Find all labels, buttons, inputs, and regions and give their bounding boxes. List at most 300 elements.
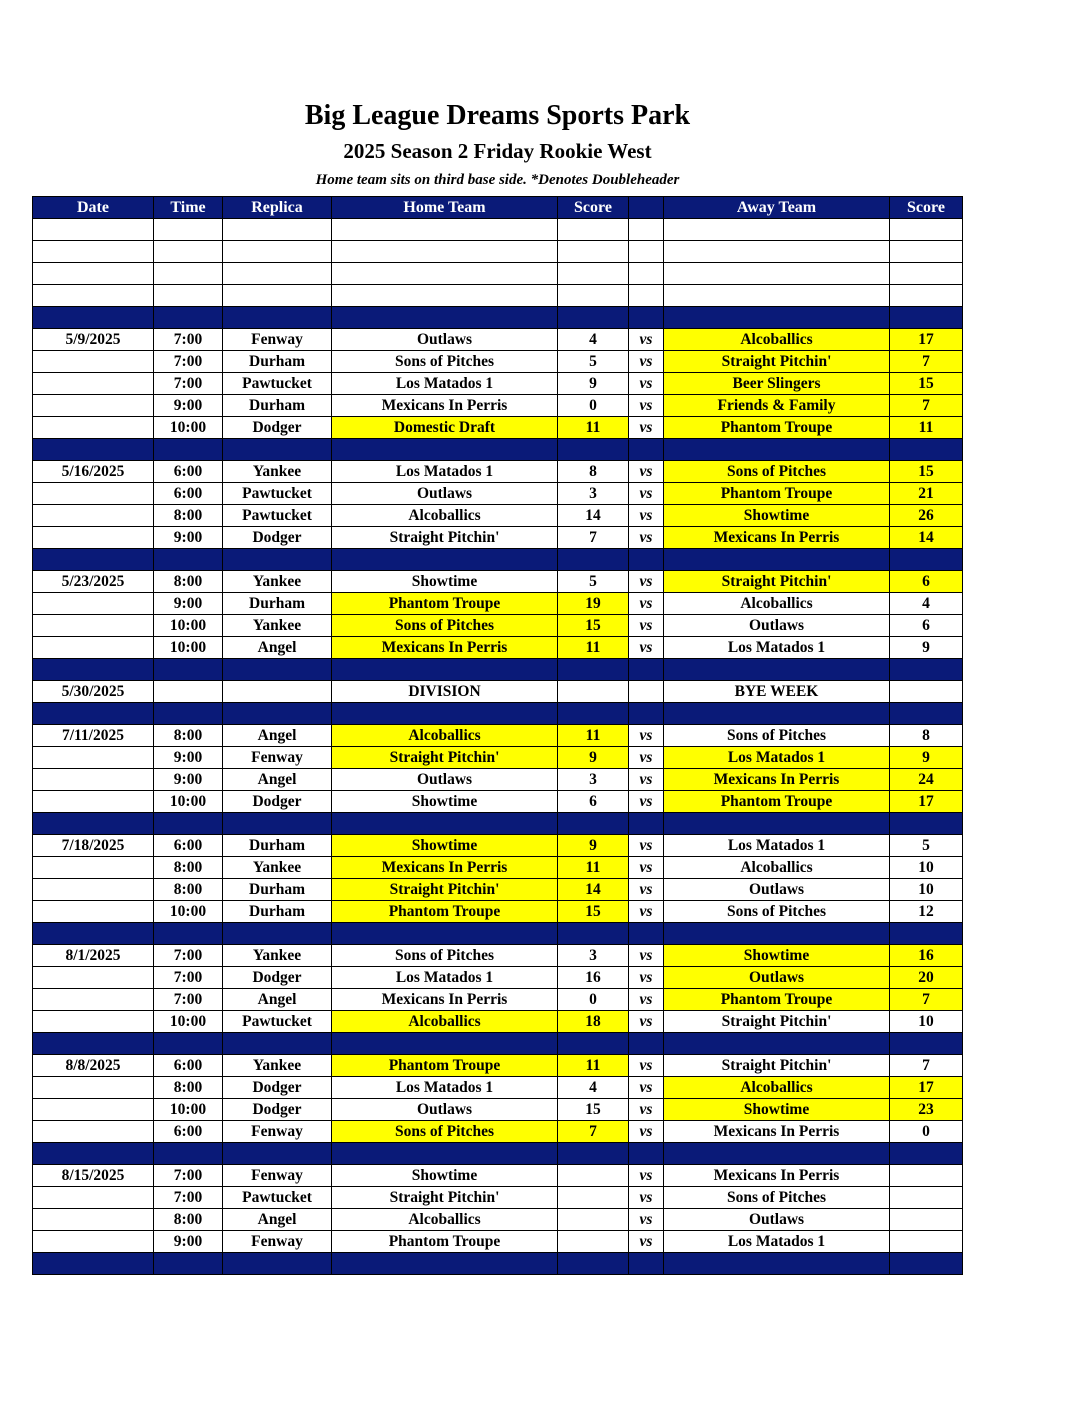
game-row xyxy=(33,989,963,1011)
away-score-cell: 23 xyxy=(890,1099,963,1121)
home-team-cell xyxy=(332,1143,558,1165)
replica-cell: Fenway xyxy=(223,1165,332,1187)
col-date: Date xyxy=(33,197,154,219)
vs-cell xyxy=(629,813,664,835)
date-cell xyxy=(33,791,154,813)
date-cell xyxy=(33,483,154,505)
replica-cell: Angel xyxy=(223,725,332,747)
home-team-cell xyxy=(332,263,558,285)
time-cell: 7:00 xyxy=(154,329,223,351)
away-score-cell xyxy=(890,659,963,681)
replica-cell: Yankee xyxy=(223,1055,332,1077)
time-cell: 7:00 xyxy=(154,945,223,967)
time-cell xyxy=(154,813,223,835)
home-score-cell xyxy=(558,285,629,307)
week-separator-row xyxy=(33,1143,963,1165)
game-row xyxy=(33,395,963,417)
home-score-cell xyxy=(558,549,629,571)
time-cell: 7:00 xyxy=(154,1187,223,1209)
date-cell xyxy=(33,637,154,659)
vs-cell: vs xyxy=(629,1099,664,1121)
date-cell xyxy=(33,593,154,615)
time-cell: 10:00 xyxy=(154,417,223,439)
away-score-cell: 17 xyxy=(890,1077,963,1099)
week-separator-row xyxy=(33,813,963,835)
replica-cell: Durham xyxy=(223,901,332,923)
game-row xyxy=(33,901,963,923)
home-team-cell: Phantom Troupe xyxy=(332,1055,558,1077)
away-score-cell xyxy=(890,1209,963,1231)
time-cell xyxy=(154,307,223,329)
game-row xyxy=(33,571,963,593)
home-score-cell xyxy=(558,923,629,945)
home-score-cell: 15 xyxy=(558,901,629,923)
home-team-cell: Outlaws xyxy=(332,329,558,351)
time-cell: 7:00 xyxy=(154,373,223,395)
home-score-cell xyxy=(558,703,629,725)
away-team-cell xyxy=(664,285,890,307)
away-team-cell xyxy=(664,659,890,681)
away-team-cell: Alcoballics xyxy=(664,1077,890,1099)
date-cell xyxy=(33,769,154,791)
home-score-cell: 9 xyxy=(558,747,629,769)
date-cell xyxy=(33,1121,154,1143)
away-score-cell: 12 xyxy=(890,901,963,923)
date-cell xyxy=(33,527,154,549)
game-row xyxy=(33,967,963,989)
replica-cell: Dodger xyxy=(223,791,332,813)
vs-cell: vs xyxy=(629,373,664,395)
game-row xyxy=(33,1099,963,1121)
home-team-cell: Mexicans In Perris xyxy=(332,395,558,417)
vs-cell: vs xyxy=(629,1055,664,1077)
away-score-cell: 11 xyxy=(890,417,963,439)
away-score-cell: 4 xyxy=(890,593,963,615)
page-subtitle: 2025 Season 2 Friday Rookie West xyxy=(343,139,652,163)
game-row xyxy=(33,681,963,703)
home-team-cell: Showtime xyxy=(332,1165,558,1187)
home-score-cell: 8 xyxy=(558,461,629,483)
time-cell: 6:00 xyxy=(154,1121,223,1143)
replica-cell: Angel xyxy=(223,989,332,1011)
vs-cell xyxy=(629,659,664,681)
home-score-cell: 5 xyxy=(558,351,629,373)
replica-cell xyxy=(223,285,332,307)
home-score-cell: 9 xyxy=(558,373,629,395)
vs-cell: vs xyxy=(629,395,664,417)
away-team-cell: Mexicans In Perris xyxy=(664,527,890,549)
home-score-cell: 11 xyxy=(558,637,629,659)
game-row xyxy=(33,945,963,967)
away-team-cell: Sons of Pitches xyxy=(664,1187,890,1209)
time-cell xyxy=(154,923,223,945)
time-cell: 8:00 xyxy=(154,571,223,593)
date-cell xyxy=(33,439,154,461)
date-cell: 8/1/2025 xyxy=(33,945,154,967)
date-cell xyxy=(33,901,154,923)
replica-cell xyxy=(223,439,332,461)
replica-cell xyxy=(223,659,332,681)
home-score-cell xyxy=(558,659,629,681)
home-team-cell: Phantom Troupe xyxy=(332,901,558,923)
time-cell: 7:00 xyxy=(154,351,223,373)
home-team-cell: Sons of Pitches xyxy=(332,1121,558,1143)
away-score-cell: 24 xyxy=(890,769,963,791)
away-team-cell: Mexicans In Perris xyxy=(664,769,890,791)
vs-cell xyxy=(629,1143,664,1165)
vs-cell: vs xyxy=(629,1231,664,1253)
time-cell xyxy=(154,681,223,703)
home-team-cell: Los Matados 1 xyxy=(332,461,558,483)
week-separator-row xyxy=(33,549,963,571)
time-cell xyxy=(154,1033,223,1055)
vs-cell: vs xyxy=(629,615,664,637)
home-team-cell: Sons of Pitches xyxy=(332,615,558,637)
home-score-cell: 3 xyxy=(558,483,629,505)
date-cell xyxy=(33,373,154,395)
vs-cell: vs xyxy=(629,329,664,351)
date-cell: 8/8/2025 xyxy=(33,1055,154,1077)
date-cell: 5/9/2025 xyxy=(33,329,154,351)
replica-cell: Dodger xyxy=(223,1099,332,1121)
date-cell xyxy=(33,703,154,725)
away-score-cell: 10 xyxy=(890,857,963,879)
time-cell xyxy=(154,285,223,307)
away-team-cell: Phantom Troupe xyxy=(664,417,890,439)
replica-cell: Dodger xyxy=(223,967,332,989)
blank-row xyxy=(33,241,963,263)
game-row xyxy=(33,637,963,659)
away-score-cell: 16 xyxy=(890,945,963,967)
week-separator-row xyxy=(33,1033,963,1055)
game-row xyxy=(33,329,963,351)
away-team-cell: Sons of Pitches xyxy=(664,461,890,483)
away-score-cell: 9 xyxy=(890,747,963,769)
time-cell: 6:00 xyxy=(154,1055,223,1077)
home-score-cell: 14 xyxy=(558,505,629,527)
away-team-cell: Phantom Troupe xyxy=(664,483,890,505)
time-cell: 8:00 xyxy=(154,725,223,747)
home-score-cell xyxy=(558,1209,629,1231)
away-score-cell: 0 xyxy=(890,1121,963,1143)
away-team-cell: Straight Pitchin' xyxy=(664,1055,890,1077)
home-team-cell: Alcoballics xyxy=(332,505,558,527)
home-team-cell: Sons of Pitches xyxy=(332,945,558,967)
home-team-cell: Alcoballics xyxy=(332,1209,558,1231)
away-team-cell: Outlaws xyxy=(664,615,890,637)
away-team-cell: Showtime xyxy=(664,945,890,967)
vs-cell: vs xyxy=(629,725,664,747)
blank-row xyxy=(33,219,963,241)
home-score-cell: 19 xyxy=(558,593,629,615)
time-cell: 7:00 xyxy=(154,1165,223,1187)
date-cell xyxy=(33,417,154,439)
replica-cell: Dodger xyxy=(223,417,332,439)
date-cell xyxy=(33,307,154,329)
home-team-cell: Mexicans In Perris xyxy=(332,857,558,879)
away-score-cell xyxy=(890,307,963,329)
time-cell: 6:00 xyxy=(154,483,223,505)
home-team-cell xyxy=(332,219,558,241)
vs-cell: vs xyxy=(629,1011,664,1033)
vs-cell: vs xyxy=(629,1077,664,1099)
date-cell xyxy=(33,1011,154,1033)
away-score-cell xyxy=(890,813,963,835)
replica-cell: Pawtucket xyxy=(223,505,332,527)
vs-cell: vs xyxy=(629,945,664,967)
home-score-cell xyxy=(558,1165,629,1187)
home-team-cell: Los Matados 1 xyxy=(332,1077,558,1099)
time-cell: 9:00 xyxy=(154,769,223,791)
replica-cell: Pawtucket xyxy=(223,373,332,395)
replica-cell: Durham xyxy=(223,593,332,615)
away-team-cell xyxy=(664,703,890,725)
home-team-cell xyxy=(332,1033,558,1055)
away-team-cell xyxy=(664,439,890,461)
home-score-cell xyxy=(558,1231,629,1253)
home-team-cell xyxy=(332,1253,558,1275)
vs-cell: vs xyxy=(629,967,664,989)
date-cell: 7/11/2025 xyxy=(33,725,154,747)
home-team-cell: Outlaws xyxy=(332,483,558,505)
replica-cell: Angel xyxy=(223,1209,332,1231)
col-vs xyxy=(629,197,664,219)
replica-cell: Pawtucket xyxy=(223,483,332,505)
date-cell xyxy=(33,1231,154,1253)
time-cell: 9:00 xyxy=(154,527,223,549)
home-score-cell xyxy=(558,219,629,241)
replica-cell: Durham xyxy=(223,879,332,901)
date-cell xyxy=(33,285,154,307)
home-team-cell: Domestic Draft xyxy=(332,417,558,439)
game-row xyxy=(33,725,963,747)
home-score-cell xyxy=(558,307,629,329)
away-team-cell xyxy=(664,1143,890,1165)
week-separator-row xyxy=(33,307,963,329)
away-team-cell: Phantom Troupe xyxy=(664,989,890,1011)
away-score-cell xyxy=(890,1253,963,1275)
date-cell: 8/15/2025 xyxy=(33,1165,154,1187)
away-score-cell: 20 xyxy=(890,967,963,989)
replica-cell xyxy=(223,923,332,945)
away-score-cell xyxy=(890,1033,963,1055)
vs-cell: vs xyxy=(629,593,664,615)
week-separator-row xyxy=(33,923,963,945)
away-score-cell: 10 xyxy=(890,1011,963,1033)
game-row xyxy=(33,593,963,615)
away-team-cell: Sons of Pitches xyxy=(664,725,890,747)
vs-cell: vs xyxy=(629,527,664,549)
away-score-cell xyxy=(890,703,963,725)
vs-cell: vs xyxy=(629,637,664,659)
away-team-cell: Los Matados 1 xyxy=(664,1231,890,1253)
away-score-cell: 21 xyxy=(890,483,963,505)
replica-cell: Angel xyxy=(223,637,332,659)
away-score-cell: 17 xyxy=(890,791,963,813)
home-team-cell xyxy=(332,439,558,461)
away-score-cell: 26 xyxy=(890,505,963,527)
time-cell: 10:00 xyxy=(154,637,223,659)
vs-cell: vs xyxy=(629,571,664,593)
away-team-cell: Friends & Family xyxy=(664,395,890,417)
time-cell xyxy=(154,549,223,571)
away-score-cell: 8 xyxy=(890,725,963,747)
vs-cell xyxy=(629,549,664,571)
vs-cell: vs xyxy=(629,747,664,769)
schedule-note: Home team sits on third base side. *Denotes Doubleheader xyxy=(315,172,680,188)
vs-cell: vs xyxy=(629,461,664,483)
away-score-cell: 15 xyxy=(890,461,963,483)
vs-cell xyxy=(629,681,664,703)
home-score-cell xyxy=(558,1187,629,1209)
col-time: Time xyxy=(154,197,223,219)
game-row xyxy=(33,373,963,395)
home-team-cell: Phantom Troupe xyxy=(332,593,558,615)
replica-cell: Pawtucket xyxy=(223,1187,332,1209)
away-team-cell: Beer Slingers xyxy=(664,373,890,395)
away-team-cell xyxy=(664,241,890,263)
replica-cell xyxy=(223,263,332,285)
home-team-cell: DIVISION xyxy=(332,681,558,703)
home-score-cell: 9 xyxy=(558,835,629,857)
away-score-cell: 9 xyxy=(890,637,963,659)
time-cell xyxy=(154,659,223,681)
time-cell xyxy=(154,263,223,285)
game-row xyxy=(33,483,963,505)
time-cell xyxy=(154,1143,223,1165)
away-score-cell xyxy=(890,923,963,945)
home-score-cell: 11 xyxy=(558,725,629,747)
away-score-cell xyxy=(890,241,963,263)
home-score-cell: 5 xyxy=(558,571,629,593)
away-score-cell xyxy=(890,549,963,571)
replica-cell: Angel xyxy=(223,769,332,791)
away-team-cell: Straight Pitchin' xyxy=(664,351,890,373)
time-cell xyxy=(154,703,223,725)
replica-cell xyxy=(223,241,332,263)
home-score-cell: 4 xyxy=(558,1077,629,1099)
home-score-cell: 18 xyxy=(558,1011,629,1033)
home-score-cell xyxy=(558,813,629,835)
away-team-cell: Showtime xyxy=(664,1099,890,1121)
replica-cell: Fenway xyxy=(223,1231,332,1253)
date-cell xyxy=(33,857,154,879)
date-cell xyxy=(33,747,154,769)
away-score-cell: 6 xyxy=(890,571,963,593)
time-cell: 8:00 xyxy=(154,1077,223,1099)
date-cell xyxy=(33,351,154,373)
home-team-cell: Mexicans In Perris xyxy=(332,989,558,1011)
home-score-cell xyxy=(558,1033,629,1055)
home-score-cell: 6 xyxy=(558,791,629,813)
time-cell: 7:00 xyxy=(154,989,223,1011)
game-row xyxy=(33,1209,963,1231)
away-team-cell xyxy=(664,813,890,835)
replica-cell: Fenway xyxy=(223,1121,332,1143)
game-row xyxy=(33,1077,963,1099)
away-score-cell: 15 xyxy=(890,373,963,395)
away-team-cell: Phantom Troupe xyxy=(664,791,890,813)
time-cell: 9:00 xyxy=(154,395,223,417)
home-team-cell: Sons of Pitches xyxy=(332,351,558,373)
game-row xyxy=(33,1187,963,1209)
away-team-cell: Los Matados 1 xyxy=(664,835,890,857)
home-team-cell: Alcoballics xyxy=(332,1011,558,1033)
vs-cell: vs xyxy=(629,483,664,505)
away-score-cell xyxy=(890,681,963,703)
away-team-cell xyxy=(664,307,890,329)
away-score-cell: 7 xyxy=(890,1055,963,1077)
replica-cell: Yankee xyxy=(223,615,332,637)
vs-cell: vs xyxy=(629,351,664,373)
home-score-cell xyxy=(558,1253,629,1275)
date-cell xyxy=(33,1143,154,1165)
away-team-cell: Mexicans In Perris xyxy=(664,1165,890,1187)
col-replica: Replica xyxy=(223,197,332,219)
away-team-cell: BYE WEEK xyxy=(664,681,890,703)
away-team-cell: Outlaws xyxy=(664,1209,890,1231)
replica-cell: Durham xyxy=(223,351,332,373)
away-score-cell xyxy=(890,1231,963,1253)
date-cell xyxy=(33,813,154,835)
home-score-cell: 11 xyxy=(558,417,629,439)
away-team-cell: Los Matados 1 xyxy=(664,637,890,659)
vs-cell: vs xyxy=(629,1187,664,1209)
date-cell xyxy=(33,395,154,417)
away-score-cell xyxy=(890,285,963,307)
away-team-cell xyxy=(664,219,890,241)
away-score-cell: 6 xyxy=(890,615,963,637)
home-team-cell: Phantom Troupe xyxy=(332,1231,558,1253)
time-cell: 9:00 xyxy=(154,593,223,615)
col-away-score: Score xyxy=(890,197,963,219)
page-title: Big League Dreams Sports Park xyxy=(304,100,691,131)
time-cell: 8:00 xyxy=(154,857,223,879)
away-score-cell: 7 xyxy=(890,395,963,417)
replica-cell xyxy=(223,219,332,241)
replica-cell: Yankee xyxy=(223,571,332,593)
vs-cell: vs xyxy=(629,835,664,857)
home-score-cell xyxy=(558,263,629,285)
game-row xyxy=(33,505,963,527)
game-row xyxy=(33,1055,963,1077)
replica-cell xyxy=(223,681,332,703)
away-score-cell: 7 xyxy=(890,351,963,373)
date-cell: 5/23/2025 xyxy=(33,571,154,593)
vs-cell xyxy=(629,923,664,945)
time-cell: 9:00 xyxy=(154,747,223,769)
game-row xyxy=(33,857,963,879)
col-home-team: Home Team xyxy=(332,197,558,219)
game-row xyxy=(33,879,963,901)
vs-cell: vs xyxy=(629,1165,664,1187)
home-score-cell: 16 xyxy=(558,967,629,989)
away-team-cell xyxy=(664,263,890,285)
game-row xyxy=(33,1121,963,1143)
vs-cell: vs xyxy=(629,857,664,879)
time-cell xyxy=(154,241,223,263)
home-team-cell: Los Matados 1 xyxy=(332,373,558,395)
date-cell xyxy=(33,923,154,945)
time-cell xyxy=(154,1253,223,1275)
away-score-cell xyxy=(890,1187,963,1209)
game-row xyxy=(33,1165,963,1187)
vs-cell xyxy=(629,307,664,329)
home-team-cell: Straight Pitchin' xyxy=(332,879,558,901)
game-row xyxy=(33,417,963,439)
time-cell: 9:00 xyxy=(154,1231,223,1253)
home-team-cell: Straight Pitchin' xyxy=(332,527,558,549)
